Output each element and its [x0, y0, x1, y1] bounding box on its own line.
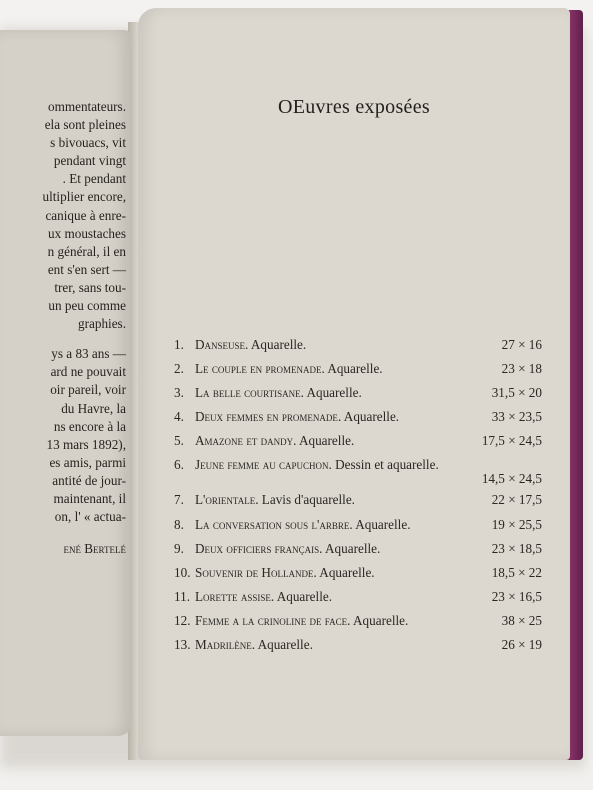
- entry-title: Madrilène: [195, 637, 252, 653]
- entry-medium: . Lavis d'aquarelle.: [255, 492, 355, 508]
- entry-number: 10.: [174, 564, 191, 580]
- entry-number: 5.: [174, 433, 184, 449]
- entry-number: 7.: [174, 492, 184, 508]
- entry-medium: . Aquarelle.: [245, 337, 307, 352]
- entry-medium: . Aquarelle.: [300, 385, 362, 401]
- left-line: s bivouacs, vit: [50, 135, 126, 151]
- catalog-entry: [174, 384, 542, 408]
- left-line: canique à enre-: [45, 207, 126, 223]
- entry-number: 1.: [174, 337, 184, 352]
- catalog-entry: [174, 456, 542, 491]
- left-line: ard ne pouvait: [50, 364, 126, 380]
- left-line: maintenant, il: [53, 490, 126, 506]
- entry-dimensions: 27 × 16: [501, 337, 542, 352]
- entry-dimensions: 14,5 × 24,5: [481, 471, 542, 487]
- entry-medium: . Aquarelle.: [270, 588, 333, 604]
- left-line: on, l' « actua-: [54, 509, 126, 525]
- entry-title: Deux officiers français: [195, 540, 320, 556]
- catalog-entry: [174, 516, 542, 540]
- entry-number: 13.: [174, 637, 191, 653]
- left-line: ultiplier encore,: [42, 189, 126, 205]
- entry-title: Amazone et dandy: [195, 433, 294, 449]
- left-line: n général, il en: [47, 243, 126, 259]
- entry-title: Femme a la crinoline de face: [195, 612, 348, 628]
- catalog-entry: [174, 540, 542, 564]
- entry-dimensions: 17,5 × 24,5: [481, 433, 542, 449]
- entry-dimensions: 31,5 × 20: [491, 385, 542, 401]
- entry-title: Le couple en promenade: [195, 361, 322, 377]
- entry-medium: . Aquarelle.: [293, 433, 355, 449]
- entry-number: 4.: [174, 409, 184, 425]
- entry-medium: . Aquarelle.: [251, 637, 313, 653]
- catalog-list: [174, 336, 542, 660]
- left-line: un peu comme: [48, 298, 126, 314]
- catalog-entry: [174, 588, 542, 612]
- entry-medium: . Aquarelle.: [347, 612, 409, 628]
- catalog-entry: [174, 636, 542, 660]
- left-line: trer, sans tou-: [54, 279, 126, 295]
- left-line: ommentateurs.: [47, 99, 126, 114]
- entry-dimensions: 33 × 23,5: [491, 409, 542, 425]
- left-line: graphies.: [78, 316, 126, 332]
- right-page: [138, 8, 570, 760]
- entry-dimensions: 38 × 25: [501, 612, 542, 628]
- left-line: ys a 83 ans —: [51, 346, 126, 362]
- entry-title: Danseuse: [195, 337, 246, 352]
- left-line: pendant vingt: [53, 153, 126, 169]
- catalog-entry: [174, 336, 542, 360]
- left-line: 13 mars 1892),: [46, 436, 126, 452]
- entry-medium: . Aquarelle.: [337, 409, 400, 425]
- left-line: ns encore à la: [53, 418, 126, 434]
- catalog-entry: [174, 432, 542, 456]
- entry-number: 8.: [174, 516, 184, 532]
- catalog-entry: [174, 564, 542, 588]
- entry-number: 11.: [174, 588, 190, 604]
- entry-medium: . Aquarelle.: [349, 516, 411, 532]
- left-line: ela sont pleines: [44, 117, 126, 133]
- catalog-entry: [174, 612, 542, 636]
- entry-medium: . Aquarelle.: [313, 564, 375, 580]
- paragraph-break: [43, 333, 126, 345]
- entry-title: La belle courtisane: [195, 385, 301, 401]
- left-line: es amis, parmi: [49, 454, 126, 470]
- entry-number: 12.: [174, 612, 191, 628]
- entry-medium: . Aquarelle.: [321, 361, 383, 377]
- left-page: [0, 30, 132, 736]
- entry-dimensions: 18,5 × 22: [491, 564, 542, 580]
- entry-title: La conversation sous l'arbre: [195, 516, 350, 532]
- entry-number: 3.: [174, 385, 184, 401]
- entry-title: L'orientale: [195, 492, 256, 508]
- entry-dimensions: 19 × 25,5: [491, 516, 542, 532]
- entry-medium: . Aquarelle.: [319, 540, 381, 556]
- page-title: OEuvres exposées: [278, 96, 430, 118]
- entry-title: Souvenir de Hollande: [195, 564, 314, 580]
- catalog-entry: [174, 408, 542, 432]
- entry-dimensions: 22 × 17,5: [491, 492, 542, 508]
- entry-title: Lorette assise: [195, 588, 271, 604]
- left-line: antité de jour-: [52, 472, 126, 488]
- left-page-text: [43, 98, 126, 558]
- catalog-entry: [174, 491, 542, 515]
- entry-dimensions: 23 × 18: [501, 361, 542, 377]
- left-line: . Et pendant: [62, 171, 126, 187]
- left-line: oir pareil, voir: [50, 382, 126, 398]
- left-line: ux moustaches: [47, 225, 126, 241]
- left-line: ent s'en sert —: [47, 261, 126, 277]
- entry-number: 2.: [174, 361, 184, 377]
- entry-number: 9.: [174, 540, 184, 556]
- entry-dimensions: 26 × 19: [501, 637, 542, 653]
- author-signature: ené Bertelé: [63, 541, 126, 557]
- entry-medium: . Dessin et aquarelle.: [328, 457, 439, 473]
- left-line: du Havre, la: [61, 400, 126, 416]
- entry-title: Deux femmes en promenade: [195, 409, 338, 425]
- entry-dimensions: 23 × 16,5: [491, 588, 542, 604]
- entry-number: 6.: [174, 457, 184, 473]
- catalog-entry: [174, 360, 542, 384]
- entry-title: Jeune femme au capuchon: [195, 457, 329, 473]
- entry-dimensions: 23 × 18,5: [491, 540, 542, 556]
